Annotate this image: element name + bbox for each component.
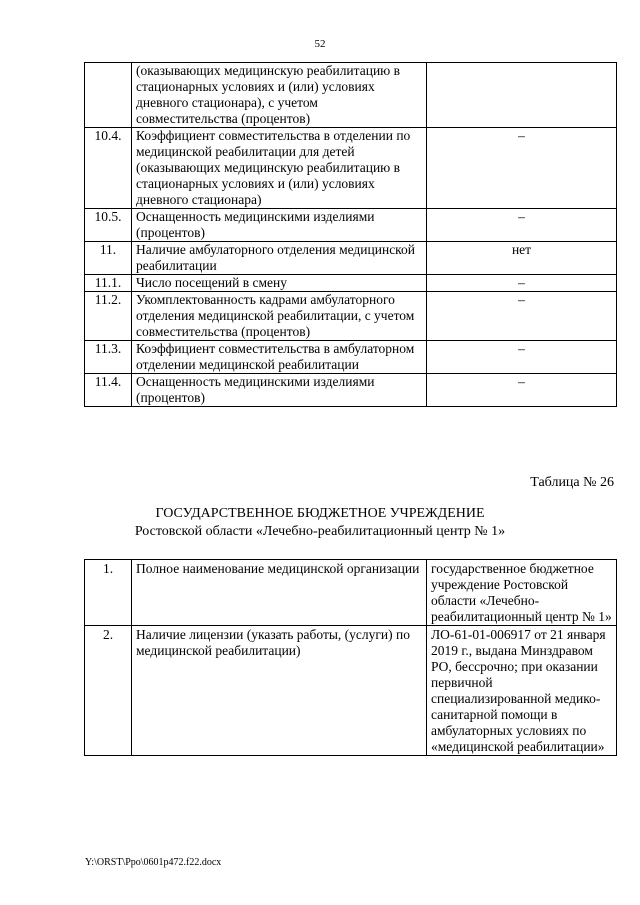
table-row [85,128,617,209]
row-number: 11.1. [85,275,132,292]
row-number: 11. [85,242,132,275]
row-label: Оснащенность медицинскими изделиями (процентов) [132,209,427,242]
table-row [85,63,617,128]
table-row [85,292,617,341]
row-value: – [427,209,617,242]
table-row [85,341,617,374]
row-number: 10.4. [85,128,132,209]
row-label: Укомплектованность кадрами амбулаторного отделения медицинской реабилитации, с учетом совместительства (процентов) [132,292,427,341]
table-row [85,275,617,292]
row-label: Полное наименование медицинской организации [132,560,427,626]
organization-heading [0,505,640,541]
row-number: 10.5. [85,209,132,242]
row-number: 11.2. [85,292,132,341]
row-label: Коэффициент совместительства в амбулаторном отделении медицинской реабилитации [132,341,427,374]
row-value: – [427,275,617,292]
row-number: 1. [85,560,132,626]
organization-info-table [84,559,617,756]
row-value: – [427,128,617,209]
row-value: – [427,292,617,341]
row-value: нет [427,242,617,275]
row-value: государственное бюджетное учреждение Ростовской области «Лечебно-реабилитационный центр № 1» [427,560,617,626]
table-row [85,374,617,407]
row-label: (оказывающих медицинскую реабилитацию в стационарных условиях и (или) условиях дневного стационара), с учетом совместительства (процентов) [132,63,427,128]
row-number: 11.3. [85,341,132,374]
row-value: ЛО-61-01-006917 от 21 января 2019 г., выдана Минздравом РО, бессрочно; при оказании первичной специализированной медико-санитарной помощи в амбулаторных условиях по «медицинской реабилитации» [427,626,617,756]
row-number: 11.4. [85,374,132,407]
row-value [427,63,617,128]
row-number [85,63,132,128]
row-label: Коэффициент совместительства в отделении по медицинской реабилитации для детей (оказывающих медицинскую реабилитацию в стационарных условиях и (или) условиях дневного стационара) [132,128,427,209]
table-row [85,242,617,275]
table-row [85,626,617,756]
row-number: 2. [85,626,132,756]
row-value: – [427,341,617,374]
organization-subtitle: Ростовской области «Лечебно-реабилитационный центр № 1» [134,524,506,539]
row-label: Число посещений в смену [132,275,427,292]
document-path: Y:\ORST\Ppo\0601p472.f22.docx [85,857,222,868]
row-label: Наличие лицензии (указать работы, (услуги) по медицинской реабилитации) [132,626,427,756]
table-caption: Таблица № 26 [530,475,614,490]
row-value: – [427,374,617,407]
indicators-table [84,62,617,407]
row-label: Наличие амбулаторного отделения медицинской реабилитации [132,242,427,275]
page-number: 52 [314,38,326,50]
organization-title: ГОСУДАРСТВЕННОЕ БЮДЖЕТНОЕ УЧРЕЖДЕНИЕ [155,506,485,521]
row-label: Оснащенность медицинскими изделиями (процентов) [132,374,427,407]
table-row [85,560,617,626]
table-row [85,209,617,242]
